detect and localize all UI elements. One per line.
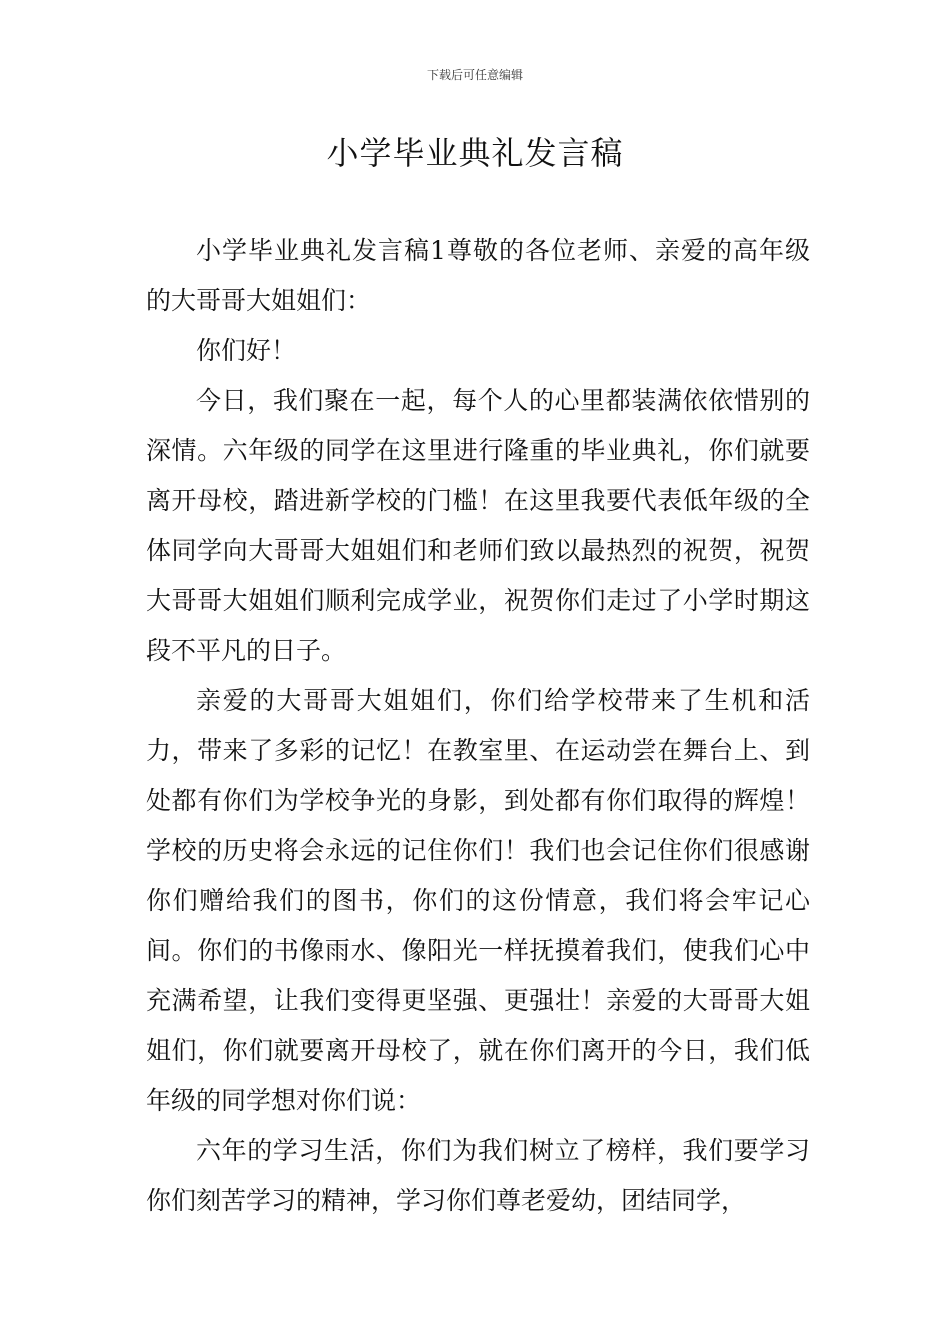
paragraph-4: 亲爱的大哥哥大姐姐们，你们给学校带来了生机和活力，带来了多彩的记忆！在教室里、在运动尝在舞台上、到处都有你们为学校争光的身影，到处都有你们取得的辉煌！学校的历史将会永远的记住你们！我们也会记住你们很感谢你们赠给我们的图书，你们的这份情意，我们将会牢记心间。你们的书像雨水、像阳光一样抚摸着我们，使我们心中充满希望，让我们变得更坚强、更强壮！亲爱的大哥哥大姐姐们，你们就要离开母校了，就在你们离开的今日，我们低年级的同学想对你们说： [146,686,810,1115]
document-title: 小学毕业典礼发言稿 [326,134,624,172]
paragraph-5: 六年的学习生活，你们为我们树立了榜样，我们要学习你们刻苦学习的精神，学习你们尊老爱幼，团结同学， [146,1136,810,1215]
document-body [146,226,810,1226]
paragraph-1: 小学毕业典礼发言稿1尊敬的各位老师、亲爱的高年级的大哥哥大姐姐们： [146,236,810,315]
paragraph-2: 你们好！ [196,336,297,365]
paragraph-3: 今日，我们聚在一起，每个人的心里都装满依依惜别的深情。六年级的同学在这里进行隆重的毕业典礼，你们就要离开母校，踏进新学校的门槛！在这里我要代表低年级的全体同学向大哥哥大姐姐们和老师们致以最热烈的祝贺，祝贺大哥哥大姐姐们顺利完成学业，祝贺你们走过了小学时期这段不平凡的日子。 [146,386,810,665]
header-note: 下载后可任意编辑 [426,68,523,82]
